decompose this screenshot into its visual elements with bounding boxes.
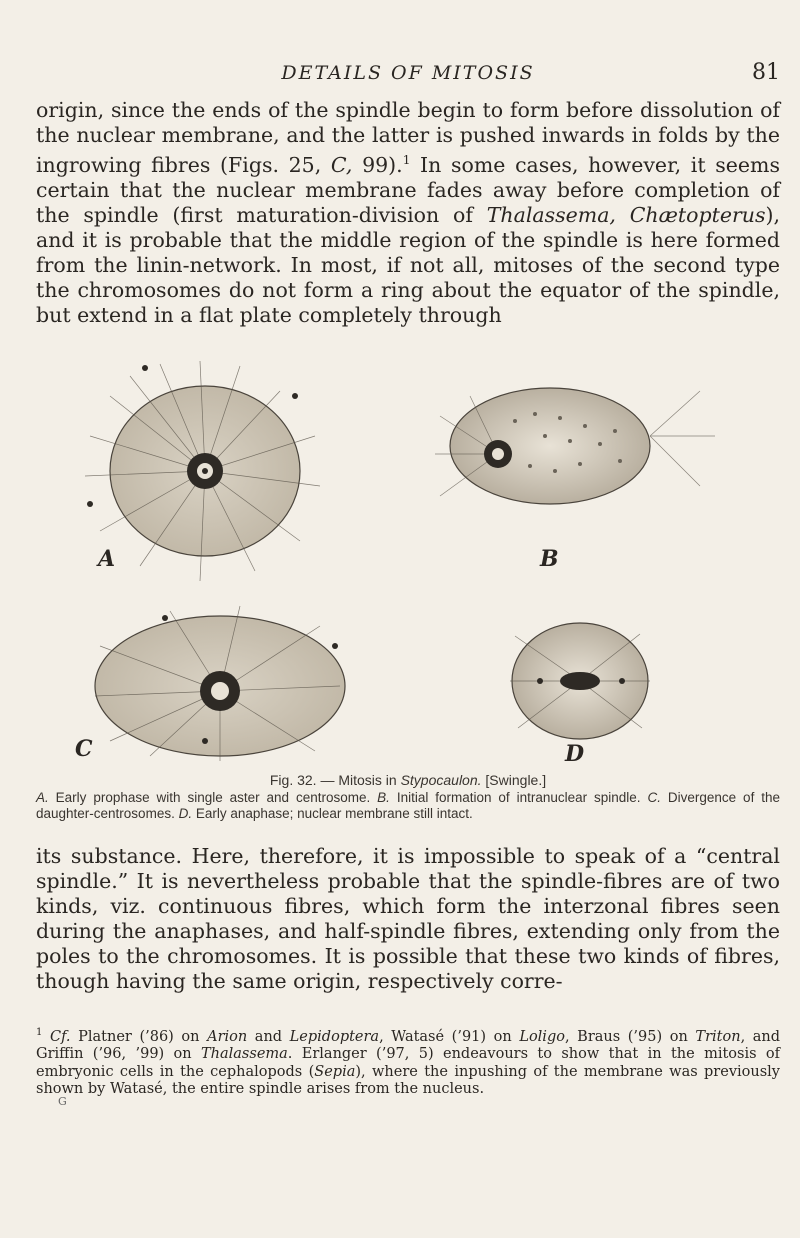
label-c: C [75, 736, 93, 762]
footnote-mark: 1 [36, 1027, 43, 1038]
label-a: A [98, 546, 116, 572]
caption-text: Divergence of the daughter-centrosomes. [36, 790, 780, 821]
fn-text: , Watasé (’91) on [379, 1028, 520, 1045]
fn-italic: Lepidoptera [289, 1028, 380, 1045]
caption-letter: B. [377, 790, 390, 805]
footnote-marker: 1 [402, 153, 411, 167]
fn-text: , Braus (’95) on [564, 1028, 696, 1045]
figure-caption-title [36, 772, 780, 788]
panel-d-cell [510, 623, 650, 739]
fn-text: and [247, 1028, 290, 1045]
caption-text: Early anaphase; nuclear membrane still intact. [192, 806, 473, 821]
caption-text: Early prophase with single aster and centrosome. [48, 790, 378, 805]
caption-letter: A. [36, 790, 49, 805]
panel-a-cell [85, 361, 320, 581]
body-paragraph-bottom: its substance. Here, therefore, it is impossible to speak of a “central spindle.” It is nevertheless probable that the spindle-fibres are of two kinds, viz. continuous fibres, which form the interzonal fibres seen during the anaphases, and half-spindle fibres, extending only from the poles to the chromosomes. It is possible that these two kinds of fibres, though having the same origin, respectively corre- [36, 844, 780, 993]
body-paragraph-top [36, 98, 780, 328]
text-run: In some cases, however, it seems certain that the nuclear membrane fades away before completion of the spindle (first maturation-division of [36, 152, 781, 227]
caption-letter: D. [178, 806, 193, 821]
caption-suffix: [Swingle.] [481, 772, 547, 788]
fn-italic: Loligo [519, 1028, 565, 1045]
text-run: 99). [352, 152, 403, 177]
mitosis-illustration [40, 356, 770, 766]
fn-italic: Cf. [49, 1028, 71, 1045]
fn-italic: Sepia [314, 1063, 356, 1080]
figure-caption-body [36, 790, 780, 822]
fn-text: Platner (’86) on [70, 1028, 208, 1045]
panel-c-cell [95, 606, 345, 761]
label-b: B [540, 546, 559, 572]
caption-letter: C. [647, 790, 661, 805]
text-run: ), and it is probable that the middle region of the spindle is here formed from the linin-network. In most, if not all, mitoses of the second type the chromosomes do not form a ring about the equator of the spindle, but extend in a flat plate completely through [36, 202, 781, 327]
running-title: DETAILS OF MITOSIS [281, 62, 535, 84]
text-run: origin, since the ends of the spindle begin to form before dissolution of the nuclear membrane, and the latter is pushed inwards in folds by the ingrowing fibres (Figs. 25, [36, 98, 780, 177]
panel-b-cell [435, 388, 715, 504]
figure-ref-c: C, [330, 152, 353, 177]
label-d: D [565, 741, 585, 766]
species-names: Thalassema, Chætopterus [486, 202, 766, 227]
mitosis-figure [40, 356, 770, 766]
fn-text: , and Griffin (’96, ’99) on [36, 1028, 781, 1063]
fn-italic: Triton [695, 1028, 741, 1045]
page-header [36, 62, 780, 92]
fn-text: . Erlanger (’97, 5) endeavours to show that in the mitosis of embryonic cells in the cephalopods ( [36, 1046, 780, 1080]
fn-italic: Thalassema [201, 1046, 288, 1063]
caption-genus: Stypocaulon. [400, 772, 482, 788]
printer-signature: G [58, 1095, 67, 1108]
fn-italic: Arion [207, 1028, 248, 1045]
fn-text: ), where the inpushing of the membrane was previously shown by Watasé, the entire spindle arises from the nucleus. [36, 1063, 780, 1098]
caption-text: Initial formation of intranuclear spindle. [389, 790, 648, 805]
caption-prefix: Fig. 32. — Mitosis in [269, 772, 401, 788]
footnote [36, 1024, 780, 1099]
page-number: 81 [752, 60, 780, 85]
